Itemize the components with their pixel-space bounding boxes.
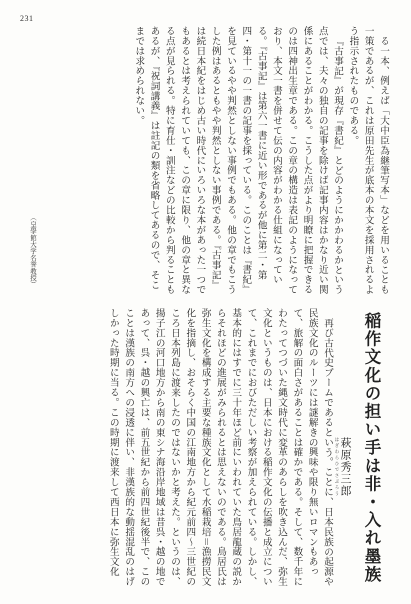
article-body-text	[19, 308, 335, 592]
author-furigana: はぎわらひでさぶろう	[334, 437, 339, 497]
upper-paragraph-1: る一本、例えば「大中臣為継筆写本」などを用いることも一策であるが、これは原田先生が底本の本文を採用されるよう指示されたものである。	[347, 26, 389, 295]
author-byline	[333, 437, 352, 587]
author-name: 萩原秀三郎	[339, 437, 352, 497]
page-number: 231	[20, 14, 34, 23]
author-affiliation-credit: （皇學館大学名誉教授）	[29, 214, 37, 288]
upper-text-block	[20, 26, 391, 296]
article-title: 稲作文化の担い手は非・入れ墨族	[362, 312, 381, 584]
body-paragraph-1: 再び古代史ブームであるという。ことに、日本民族の起源や民族文化のルーツには謎解きの興味や限り無いロマンもあって、旅解の面白さがあることは確かである。そして、数千年にわたってつづいた縄文時代に変革のあらしを吹き込んだ、弥生文化というものは、日本における稲作文化の伝播と成立について、これまでにおびただしい考察が加えられている。しかし、基本的にはすでに三十年ほど前にいわれていた鳥居龍蔵の説からそれほどの進展がみられるとは思えないのである。鳥居氏は弥生文化を構成する主要な種族文化として水稲栽培＝漁撈民文化を指摘し、おそらく中国の江南地方から紀元前四～三世紀のころ日本列島に渡来したのではないかと考えた。というのは、揚子江の河口地方から南の東シナ海沿岸地域は昔呉・越の地であって、呉・越の興亡は、前五世紀から前四世紀後半で、このことは漢族の南方への浸透に伴い、非漢族的な動揺混乱のはげしかった時期に当る。この時期に渡来して西日本に弥生文化	[107, 308, 333, 587]
upper-paragraph-2: 『古事記』が現存『書紀』とどのようにかかわるかという点では、夫々の独自の記事を除けば記事内容はかなり近い関係にあることがわかる。こうした点がより明瞭に把握できるのは四神出生章である。この章の構造は表記のようになっており、本文一書を併せて伝の内容がわかる仕組になっている。『古事記』は第六一書に近い形であるが他に第二・第四・第十一の一書の記事を採っている。このことは『書紀』を見ているやや判然としない事例でもある。他の章でもこうした例はあるともやや判然としない事例である。『古事記』は続日本紀をはじめ古い時代にいろいろな本があった一つでもあるとは考えられていても、この章に限り、他の章と異なる点が見られる。特に育仕・訓注などの比較から判ることもあるが、『祝詞講義』は註記の類を省略してあるので、そこまでは求められない。	[133, 26, 344, 295]
